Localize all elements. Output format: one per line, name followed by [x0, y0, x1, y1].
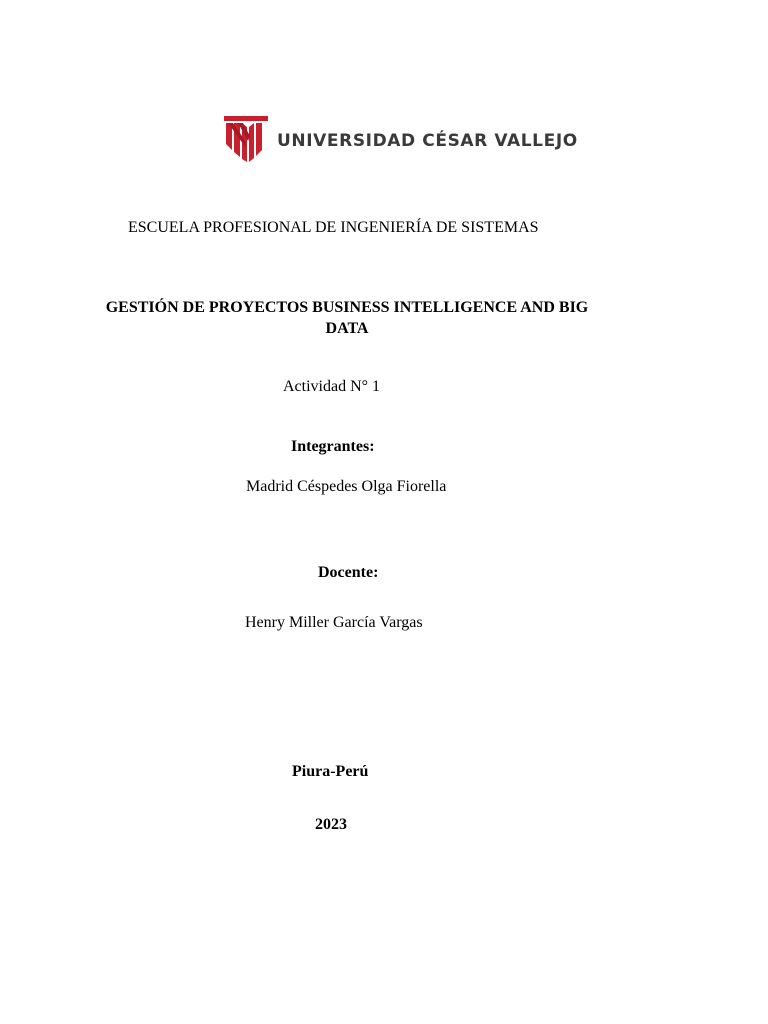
ucv-shield-icon [224, 114, 268, 162]
place: Piura-Perú [292, 763, 369, 780]
university-name: UNIVERSIDAD CÉSAR VALLEJO [277, 130, 578, 151]
member-name: Madrid Céspedes Olga Fiorella [246, 478, 447, 495]
university-logo [224, 114, 578, 162]
teacher-name: Henry Miller García Vargas [245, 614, 423, 631]
teacher-label: Docente: [318, 564, 379, 581]
members-label: Integrantes: [291, 438, 375, 455]
year: 2023 [315, 816, 347, 833]
activity-title: Actividad N° 1 [283, 378, 381, 395]
school-name: ESCUELA PROFESIONAL DE INGENIERÍA DE SISTEMAS [128, 219, 539, 236]
course-title: GESTIÓN DE PROYECTOS BUSINESS INTELLIGENCE AND BIG DATA [105, 299, 589, 337]
